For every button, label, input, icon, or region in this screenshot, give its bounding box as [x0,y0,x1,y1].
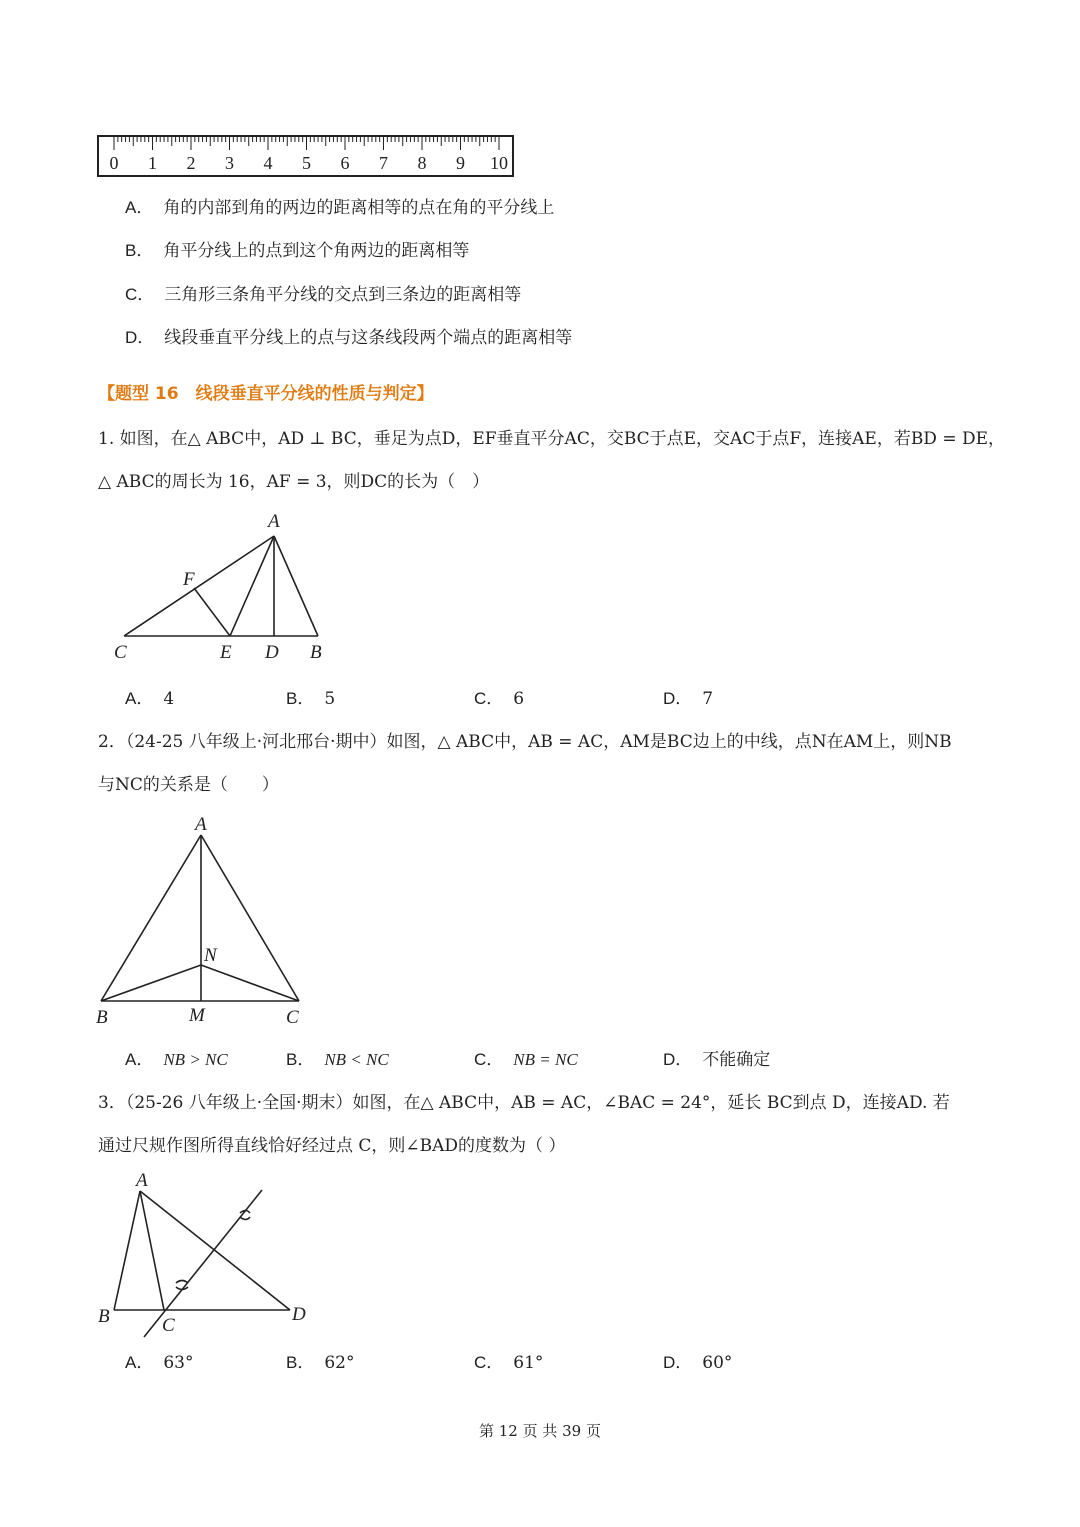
option-key: C． [125,285,155,304]
option-key: A． [125,1050,154,1069]
label-m: M [189,1005,205,1026]
option-key: D． [663,1050,693,1069]
segment-nb [101,965,201,1001]
label-d: D [265,642,279,663]
option-text: NB < NC [324,1050,389,1069]
option-key: A． [125,1353,154,1372]
option-text: 62° [324,1353,355,1373]
label-b: B [98,1306,110,1327]
option-key: B． [286,1353,315,1372]
q1-option-b[interactable] [286,688,335,710]
label-d: D [292,1304,306,1325]
option-text: 角的内部到角的两边的距离相等的点在角的平分线上 [163,198,555,218]
option-key: C． [474,1050,504,1069]
q1-option-a[interactable] [125,688,174,710]
option-text: NB = NC [513,1050,578,1069]
q1-triangle-figure [100,505,340,670]
q3-line1: 3．（25-26 八年级上·全国·期末）如图，在△ ABC中，AB = AC，∠BAC = 24°，延长 BC到点 D，连接AD. 若 [98,1093,950,1113]
q2-option-a[interactable] [125,1049,228,1071]
prev-option-a [125,197,554,219]
ruler-number: 9 [456,153,465,173]
option-text: 4 [163,689,175,709]
ruler-number: 7 [379,153,388,173]
ruler-number: 4 [263,153,273,173]
option-key: B． [125,241,154,260]
label-c: C [286,1007,299,1028]
q2-option-c[interactable] [474,1049,578,1071]
label-e: E [220,642,232,663]
q1-option-d[interactable] [663,688,713,710]
section-heading: 【题型 16 线段垂直平分线的性质与判定】 [98,384,434,404]
option-text: 不能确定 [702,1050,771,1070]
label-n: N [204,945,217,966]
segment-nc [201,965,299,1001]
ruler-figure [96,134,516,180]
q3-line2: 通过尺规作图所得直线恰好经过点 C，则∠BAD的度数为（ ） [98,1136,566,1156]
prev-option-d [125,327,572,349]
arc-mark-lower [176,1281,188,1284]
prev-option-c [125,284,521,306]
q2-line2: 与NC的关系是（ ） [98,775,279,795]
option-text: 63° [163,1353,194,1373]
page-footer: 第 12 页 共 39 页 [478,1422,601,1440]
segment-ad [140,1191,290,1310]
q2-option-b[interactable] [286,1049,389,1071]
option-text: NB > NC [163,1050,228,1069]
q3-option-c[interactable] [474,1352,543,1374]
q1-line1: 1. 如图，在△ ABC中，AD ⊥ BC，垂足为点D，EF垂直平分AC，交BC于点E，交AC于点F，连接AE，若BD = DE， [98,429,1006,449]
label-c: C [114,642,127,663]
ruler-number: 0 [109,153,119,173]
q2-triangle-figure [92,812,314,1030]
q1-option-c[interactable] [474,688,524,710]
side-ab [101,835,201,1001]
option-key: D． [663,689,693,708]
side-ab [114,1191,140,1310]
ruler-number: 1 [148,153,157,173]
q3-option-b[interactable] [286,1352,354,1374]
option-text: 三角形三条角平分线的交点到三条边的距离相等 [164,285,522,305]
option-key: C． [474,1353,504,1372]
option-text: 7 [702,689,714,709]
ruler-number: 8 [417,153,427,173]
option-key: D． [663,1353,693,1372]
prev-option-b [125,240,469,262]
option-key: B． [286,1050,315,1069]
option-text: 5 [324,689,336,709]
option-key: A． [125,198,154,217]
option-key: B． [286,689,315,708]
q3-option-d[interactable] [663,1352,732,1374]
option-text: 线段垂直平分线上的点与这条线段两个端点的距离相等 [164,328,573,348]
label-b: B [310,642,322,663]
segment-fe [194,588,230,636]
q2-line1: 2．（24-25 八年级上·河北邢台·期中）如图，△ ABC中，AB = AC，AM是BC边上的中线，点N在AM上，则NB [98,732,952,752]
option-key: C． [474,689,504,708]
q3-option-a[interactable] [125,1352,193,1374]
ruler-number: 2 [186,153,196,173]
q3-construction-figure [92,1165,322,1345]
option-key: D． [125,328,155,347]
option-text: 角平分线上的点到这个角两边的距离相等 [163,241,470,261]
label-c: C [162,1315,175,1336]
side-ab [274,536,318,636]
label-a: A [136,1170,148,1191]
ruler-number: 3 [225,153,234,173]
ruler-number: 5 [302,153,311,173]
option-key: A． [125,689,154,708]
q2-option-d[interactable] [663,1049,770,1071]
option-text: 6 [513,689,525,709]
ruler-number: 10 [490,153,508,173]
ruler-number: 6 [340,153,350,173]
option-text: 61° [513,1353,544,1373]
side-ac [140,1191,164,1310]
option-text: 60° [702,1353,733,1373]
label-a: A [268,511,280,532]
side-ac [201,835,299,1001]
label-b: B [96,1007,108,1028]
label-a: A [195,814,207,835]
q1-line2: △ ABC的周长为 16，AF = 3，则DC的长为（ ） [98,472,490,492]
label-f: F [183,569,195,590]
